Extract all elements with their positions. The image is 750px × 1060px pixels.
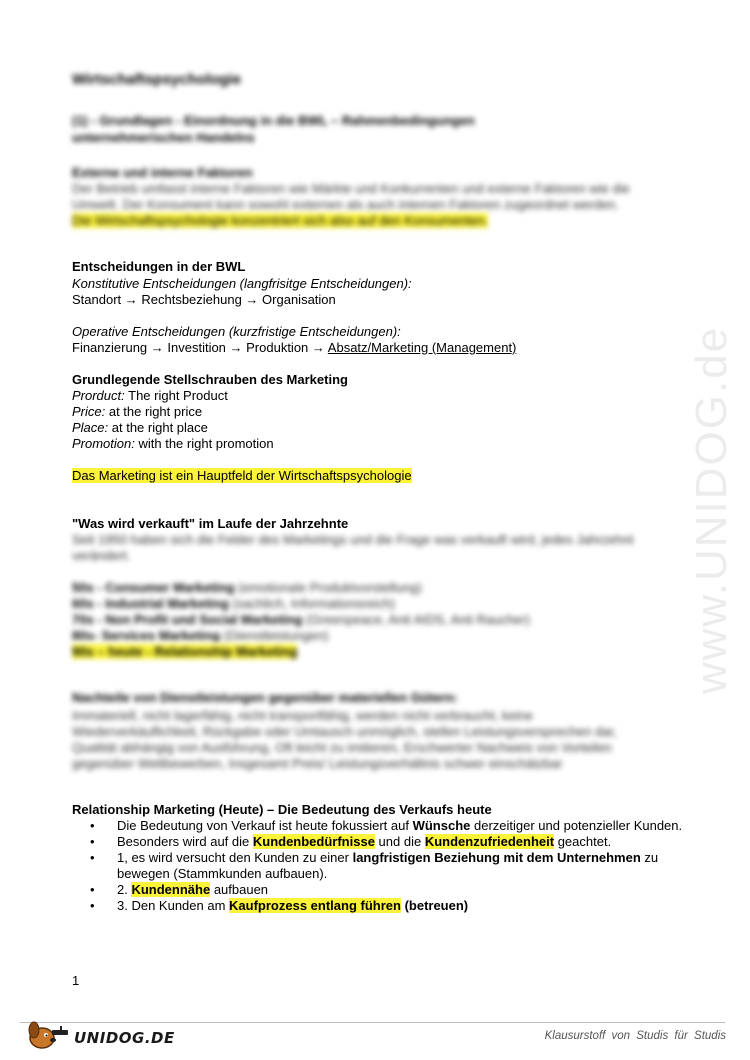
- decade-row-highlight: 90s – heute - Relationship Marketing: [72, 644, 298, 659]
- chapter-heading-line2: unternehmerischen Handelns: [72, 130, 255, 145]
- factors-highlight: Die Wirtschaftspsychologie konzentriert sich also auf den Konsumenten.: [72, 213, 489, 228]
- bullet-icon: •: [90, 898, 95, 913]
- watermark: [682, 270, 742, 750]
- factors-line1: Der Betrieb umfasst interne Faktoren wie Märkte und Konkurrenten und externe Faktoren wie die: [72, 181, 630, 196]
- decade-row: 80s- Services Marketing (Dienstleistungen): [72, 628, 329, 643]
- marketing-item-product: Prorduct: The right Product: [72, 388, 228, 403]
- chapter-heading-line1: (1) - Grundlagen - Einordnung in die BWL – Rahmenbedingungen: [72, 113, 475, 128]
- constitutive-label: Konstitutive Entscheidungen (langfrisitge Entscheidungen):: [72, 276, 412, 291]
- list-item: • 3. Den Kunden am Kaufprozess entlang führen (betreuen): [90, 898, 469, 913]
- decades-intro-line1: Seit 1950 haben sich die Felder des Marketings und die Frage was verkauft wird, jedes Jahrzehnt: [72, 532, 634, 547]
- list-item: • 1, es wird versucht den Kunden zu einer langfristigen Beziehung mit dem Unternehmen zu bewegen (Stammkunden aufbauen).: [90, 850, 659, 881]
- list-item: • Besonders wird auf die Kundenbedürfnisse und die Kundenzufriedenheit geachtet.: [90, 834, 612, 849]
- operative-label: Operative Entscheidungen (kurzfristige Entscheidungen):: [72, 324, 401, 339]
- list-item: • 2. Kundennähe aufbauen: [90, 882, 269, 897]
- logo-text: UNIDOG.DE: [74, 1029, 175, 1047]
- bullet-icon: •: [90, 882, 95, 897]
- marketing-item-place: Place: at the right place: [72, 420, 208, 435]
- marketing-item-price: Price: at the right price: [72, 404, 203, 419]
- services-line: Wiederverkäuflichkeit, Rückgabe oder Umtausch unmöglich, stellen Leistungsversprechen dar,: [72, 724, 617, 739]
- operative-chain: Finanzierung → Investition → Produktion → Absatz/Marketing (Management): [72, 340, 517, 355]
- relationship-heading: Relationship Marketing (Heute) – Die Bedeutung des Verkaufs heute: [72, 802, 492, 817]
- watermark-text: www.UNIDOG.de: [687, 325, 736, 695]
- decisions-heading: Entscheidungen in der BWL: [72, 259, 246, 274]
- marketing-heading: Grundlegende Stellschrauben des Marketing: [72, 372, 348, 387]
- constitutive-chain: Standort → Rechtsbeziehung → Organisation: [72, 292, 336, 307]
- services-line: gegenüber Wettbewerben, Insgesamt Preis/ Leistungsverhältnis schwer einschätzbar: [72, 756, 563, 771]
- bullet-icon: •: [90, 818, 95, 833]
- services-heading: Nachteile von Dienstleistungen gegenüber materiellen Gütern:: [72, 690, 458, 705]
- factors-heading: Externe und interne Faktoren: [72, 165, 253, 180]
- marketing-highlight: Das Marketing ist ein Hauptfeld der Wirtschaftspsychologie: [72, 468, 412, 483]
- bullet-icon: •: [90, 850, 95, 865]
- services-line: Immateriell, nicht lagerfähig, nicht transportfähig, werden nicht verbraucht, keine: [72, 708, 534, 723]
- decade-row: 50s - Consumer Marketing (emotionale Produktvorstellung): [72, 580, 422, 595]
- decade-row: 60s - Industrial Marketing (sachlich, Informationsreich): [72, 596, 395, 611]
- list-item: • Die Bedeutung von Verkauf ist heute fokussiert auf Wünsche derzeitiger und potenzieller Kunden.: [90, 818, 683, 833]
- decades-intro-line2: verändert.: [72, 548, 131, 563]
- dog-mascot-icon: [22, 1016, 74, 1052]
- page-number: 1: [72, 973, 80, 988]
- unidog-logo[interactable]: [22, 1016, 175, 1052]
- footer-tagline: Klausurstoff von Studis für Studis: [544, 1030, 726, 1042]
- bullet-icon: •: [90, 834, 95, 849]
- factors-line2: Umwelt. Der Konsument kann sowohl externen als auch internen Faktoren zugeordnet werden.: [72, 197, 620, 212]
- relationship-list: [72, 818, 692, 914]
- decade-row: 70s - Non Profit und Social Marketing (Greenpeace, Anti AIDS, Anti Raucher): [72, 612, 531, 627]
- services-line: Qualität abhängig von Ausführung, Oft leicht zu imitieren, Erschwerter Nachweis von Vorteilen: [72, 740, 612, 755]
- decades-heading: "Was wird verkauft" im Laufe der Jahrzehnte: [72, 516, 349, 531]
- document-title: Wirtschaftspsychologie: [72, 71, 242, 88]
- marketing-item-promotion: Promotion: with the right promotion: [72, 436, 274, 451]
